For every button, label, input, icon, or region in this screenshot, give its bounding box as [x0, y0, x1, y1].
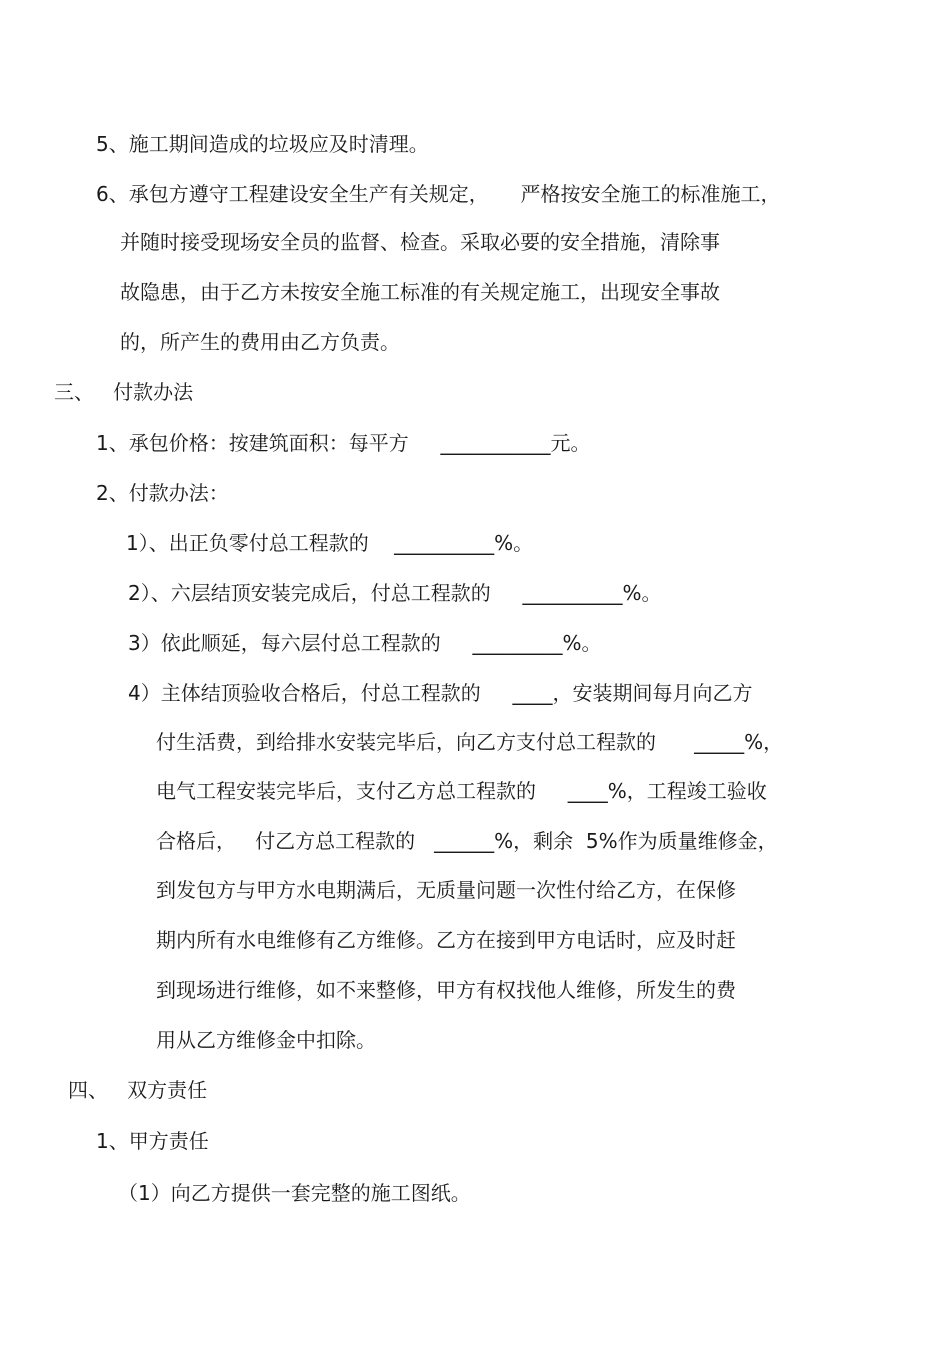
- payment-step-4-line-2: 付生活费，到给排水安装完毕后，向乙方支付总工程款的 _____%，: [156, 730, 784, 754]
- payment-method-heading: 2、付款办法：: [96, 481, 229, 505]
- section-4-heading: 四、 双方责任: [68, 1078, 208, 1102]
- payment-step-1: 1）、出正负零付总工程款的 __________%。: [126, 531, 534, 555]
- payment-step-4-line-7: 到现场进行维修，如不来整修，甲方有权找他人维修，所发生的费: [156, 978, 736, 1002]
- section-3-heading: 三、 付款办法: [54, 380, 194, 404]
- party-a-duty-1: （1）向乙方提供一套完整的施工图纸。: [118, 1181, 471, 1205]
- payment-step-2: 2）、六层结顶安装完成后，付总工程款的 __________%。: [128, 581, 662, 605]
- payment-step-4-line-1: 4）主体结顶验收合格后，付总工程款的 ____，安装期间每月向乙方: [128, 681, 753, 705]
- party-a-duty-heading: 1、甲方责任: [96, 1129, 209, 1153]
- item-6-safety-line-4: 的，所产生的费用由乙方负责。: [120, 330, 400, 354]
- payment-step-4-line-3: 电气工程安装完毕后，支付乙方总工程款的 ____%，工程竣工验收: [156, 779, 767, 803]
- item-6-safety-line-3: 故隐患，由于乙方未按安全施工标准的有关规定施工，出现安全事故: [120, 280, 720, 304]
- item-6-safety-line-2: 并随时接受现场安全员的监督、检查。采取必要的安全措施，清除事: [120, 230, 720, 254]
- item-6-safety-line-1: 6、承包方遵守工程建设安全生产有关规定， 严格按安全施工的标准施工，: [96, 182, 781, 206]
- item-5-cleanup: 5、施工期间造成的垃圾应及时清理。: [96, 132, 429, 156]
- payment-step-3: 3）依此顺延，每六层付总工程款的 _________%。: [128, 631, 602, 655]
- payment-step-4-line-4: 合格后， 付乙方总工程款的 ______%，剩余 5%作为质量维修金，: [156, 829, 778, 853]
- price-clause: 1、承包价格：按建筑面积：每平方 ___________元。: [96, 431, 591, 455]
- payment-step-4-line-8: 用从乙方维修金中扣除。: [156, 1028, 376, 1052]
- payment-step-4-line-6: 期内所有水电维修有乙方维修。乙方在接到甲方电话时，应及时赶: [156, 928, 736, 952]
- payment-step-4-line-5: 到发包方与甲方水电期满后，无质量问题一次性付给乙方，在保修: [156, 878, 736, 902]
